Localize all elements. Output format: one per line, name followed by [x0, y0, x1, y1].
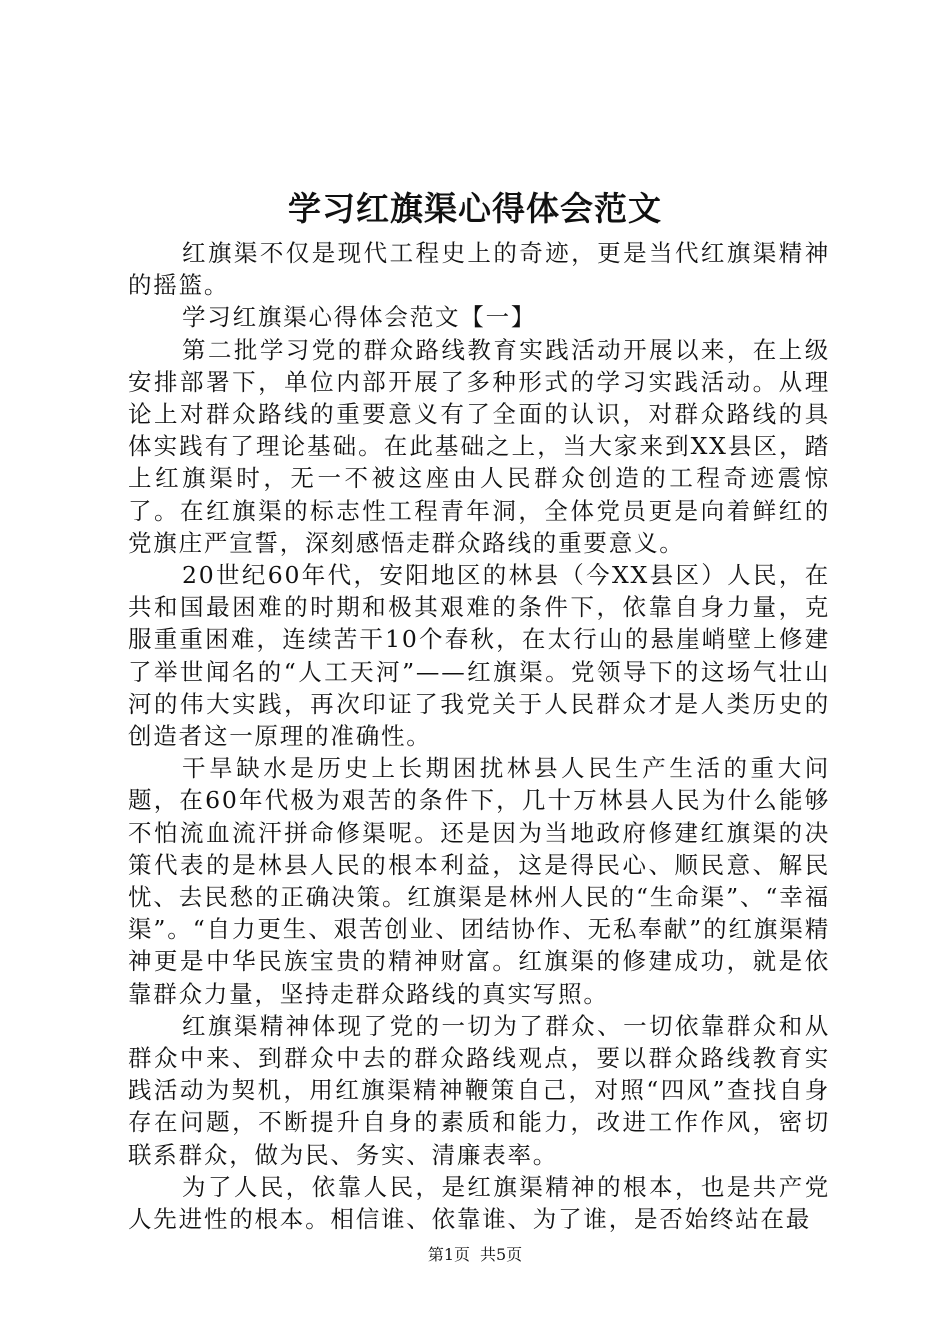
- paragraph-1: 第二批学习党的群众路线教育实践活动开展以来，在上级安排部署下，单位内部开展了多种形式的学习实践活动。从理论上对群众路线的重要意义有了全面的认识，对群众路线的具体实践有了理论基础。在此基础之上，当大家来到XX县区，踏上红旗渠时，无一不被这座由人民群众创造的工程奇迹震惊了。在红旗渠的标志性工程青年洞，全体党员更是向着鲜红的党旗庄严宣誓，深刻感悟走群众路线的重要意义。: [128, 335, 830, 557]
- page-number: 第1页: [427, 1245, 470, 1264]
- paragraph-intro: 红旗渠不仅是现代工程史上的奇迹，更是当代红旗渠精神的摇篮。: [128, 239, 830, 300]
- paragraph-5: 为了人民，依靠人民，是红旗渠精神的根本，也是共产党人先进性的根本。相信谁、依靠谁、为了谁，是否始终站在最: [128, 1172, 830, 1234]
- paragraph-section-heading: 学习红旗渠心得体会范文【一】: [182, 303, 537, 332]
- document-body: [128, 237, 830, 1235]
- document-title: 学习红旗渠心得体会范文: [288, 189, 662, 228]
- page-footer: [0, 1244, 950, 1266]
- page-total: 共5页: [480, 1245, 523, 1264]
- paragraph-4: 红旗渠精神体现了党的一切为了群众、一切依靠群众和从群众中来、到群众中去的群众路线观点，要以群众路线教育实践活动为契机，用红旗渠精神鞭策自己，对照“四风”查找自身存在问题，不断提升自身的素质和能力，改进工作作风，密切联系群众，做为民、务实、清廉表率。: [128, 1011, 830, 1169]
- paragraph-2: 20世纪60年代，安阳地区的林县（今XX县区）人民，在共和国最困难的时期和极其艰难的条件下，依靠自身力量，克服重重困难，连续苦干10个春秋，在太行山的悬崖峭壁上修建了举世闻名的“人工天河”——红旗渠。党领导下的这场气壮山河的伟大实践，再次印证了我党关于人民群众才是人类历史的创造者这一原理的准确性。: [128, 561, 830, 751]
- paragraph-3: 干旱缺水是历史上长期困扰林县人民生产生活的重大问题，在60年代极为艰苦的条件下，几十万林县人民为什么能够不怕流血流汗拼命修渠呢。还是因为当地政府修建红旗渠的决策代表的是林县人民的根本利益，这是得民心、顺民意、解民忧、去民愁的正确决策。红旗渠是林州人民的“生命渠”、“幸福渠”。“自力更生、艰苦创业、团结协作、无私奉献”的红旗渠精神更是中华民族宝贵的精神财富。红旗渠的修建成功，就是依靠群众力量，坚持走群众路线的真实写照。: [128, 754, 830, 1008]
